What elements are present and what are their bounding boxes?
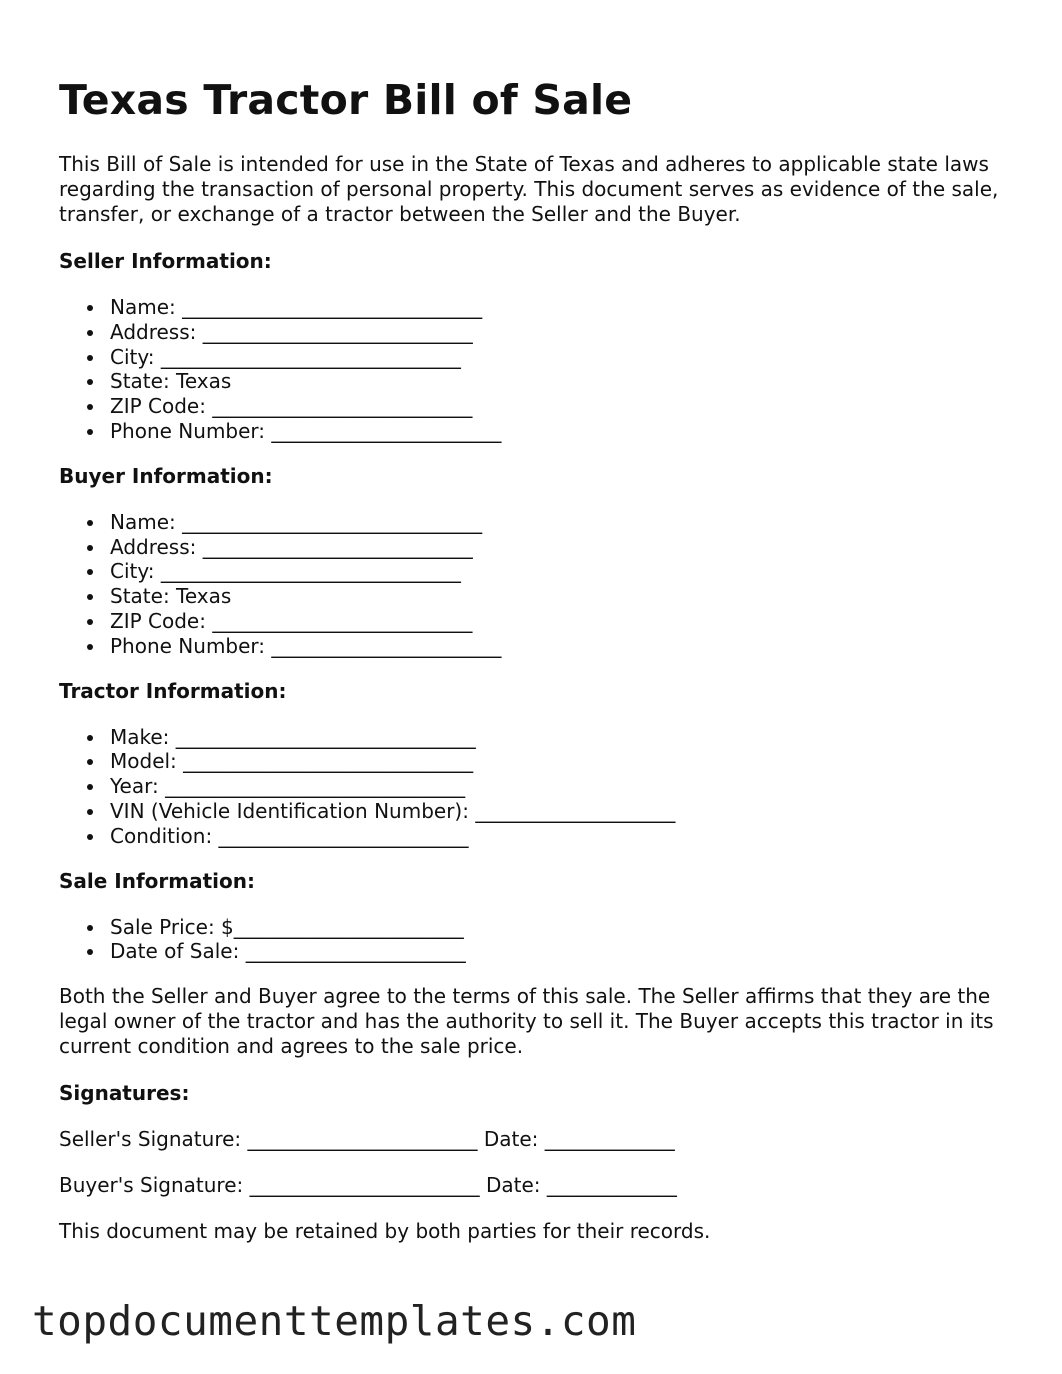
seller-address-field: Address: ___________________________ <box>110 320 1009 345</box>
tractor-year-field: Year: ______________________________ <box>110 774 1009 799</box>
buyer-heading: Buyer Information: <box>59 463 273 488</box>
tractor-make-field: Make: ______________________________ <box>110 725 1009 750</box>
tractor-vin-field: VIN (Vehicle Identification Number): ____________________ <box>110 799 1009 824</box>
seller-zip-field: ZIP Code: __________________________ <box>110 394 1009 419</box>
tractor-heading: Tractor Information: <box>59 678 287 703</box>
signatures-heading: Signatures: <box>59 1081 190 1106</box>
sale-heading: Sale Information: <box>59 868 255 893</box>
buyer-signature-line: Buyer's Signature: _______________________ Date: _____________ <box>59 1173 677 1198</box>
buyer-city-field: City: ______________________________ <box>110 559 1009 584</box>
seller-fields <box>59 295 1009 444</box>
buyer-address-field: Address: ___________________________ <box>110 535 1009 560</box>
buyer-phone-field: Phone Number: _______________________ <box>110 634 1009 659</box>
site-watermark: topdocumenttemplates.com <box>32 1297 637 1345</box>
intro-paragraph: This Bill of Sale is intended for use in the State of Texas and adheres to applicable state laws regarding the transaction of personal property. This document serves as evidence of the sale, transfer, or exchange of a tractor between the Seller and the Buyer. <box>59 152 999 226</box>
tractor-fields <box>59 725 1009 849</box>
sale-price-field: Sale Price: $_______________________ <box>110 915 1009 940</box>
seller-name-field: Name: ______________________________ <box>110 295 1009 320</box>
sale-date-field: Date of Sale: ______________________ <box>110 939 1009 964</box>
agreement-paragraph: Both the Seller and Buyer agree to the terms of this sale. The Seller affirms that they are the legal owner of the tractor and has the authority to sell it. The Buyer accepts this tractor in its current condition and agrees to the sale price. <box>59 984 994 1059</box>
seller-city-field: City: ______________________________ <box>110 345 1009 370</box>
buyer-fields <box>59 510 1009 659</box>
seller-state-field: State: Texas <box>110 369 1009 394</box>
document-page <box>59 72 1009 1266</box>
tractor-model-field: Model: _____________________________ <box>110 749 1009 774</box>
sale-fields <box>59 915 1009 965</box>
document-title: Texas Tractor Bill of Sale <box>59 76 633 124</box>
seller-phone-field: Phone Number: _______________________ <box>110 419 1009 444</box>
buyer-zip-field: ZIP Code: __________________________ <box>110 609 1009 634</box>
buyer-name-field: Name: ______________________________ <box>110 510 1009 535</box>
seller-heading: Seller Information: <box>59 249 272 273</box>
tractor-condition-field: Condition: _________________________ <box>110 824 1009 849</box>
closing-paragraph: This document may be retained by both parties for their records. <box>59 1219 711 1244</box>
buyer-state-field: State: Texas <box>110 584 1009 609</box>
seller-signature-line: Seller's Signature: _______________________ Date: _____________ <box>59 1127 675 1152</box>
